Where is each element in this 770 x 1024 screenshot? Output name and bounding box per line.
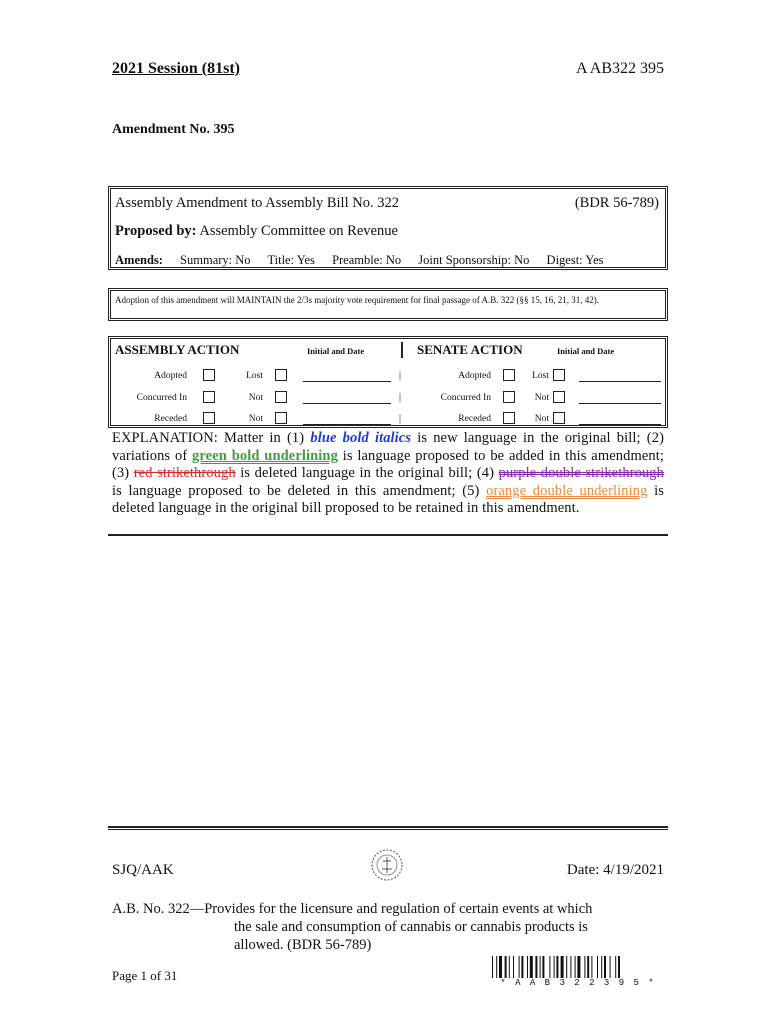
explanation-text: is deleted language in the original bill proposed to be retained in this amendment. bbox=[112, 482, 664, 516]
assembly-receded-checkbox[interactable] bbox=[203, 412, 215, 424]
session-title: 2021 Session (81st) bbox=[112, 60, 241, 77]
page-number: Page 1 of 31 bbox=[112, 968, 178, 983]
action-box bbox=[108, 336, 668, 428]
orange-double-underline-sample: orange double underlining bbox=[486, 482, 648, 499]
barcode-icon bbox=[492, 956, 664, 978]
explanation-text: is language proposed to be deleted in this amendment; (5) bbox=[112, 482, 487, 499]
state-seal-icon bbox=[370, 848, 404, 882]
red-strikethrough-sample: red strikethrough bbox=[133, 465, 236, 481]
senate-not-receded-checkbox[interactable] bbox=[553, 412, 565, 424]
assembly-not-concurred-label: Not bbox=[248, 393, 263, 403]
explanation-text: EXPLANATION: Matter in (1) bbox=[112, 430, 311, 446]
vote-requirement-note: Adoption of this amendment will MAINTAIN the 2/3s majority vote requirement for final passage of A.B. 322 (§§ 15, 16, 21, 31, 42). bbox=[108, 288, 668, 321]
explanation-text: is new language in the original bill; (2) variations of bbox=[112, 430, 664, 464]
senate-adopted-checkbox[interactable] bbox=[503, 369, 515, 381]
amends-title: Title: Yes bbox=[267, 253, 315, 267]
amends-joint-sponsorship: Joint Sponsorship: No bbox=[418, 253, 530, 267]
senate-concurred-label: Concurred In bbox=[440, 393, 491, 403]
explanation-paragraph bbox=[112, 430, 664, 518]
senate-not-concurred-label: Not bbox=[534, 393, 549, 403]
assembly-not-receded-label: Not bbox=[248, 414, 263, 424]
assembly-not-concurred-checkbox[interactable] bbox=[275, 391, 287, 403]
senate-not-receded-label: Not bbox=[534, 414, 549, 424]
senate-initial-line-1[interactable] bbox=[579, 381, 661, 382]
senate-not-concurred-checkbox[interactable] bbox=[553, 391, 565, 403]
explanation-text: is language proposed to be added in this amendment; (3) bbox=[112, 447, 664, 481]
assembly-concurred-label: Concurred In bbox=[136, 393, 187, 403]
amends-preamble: Preamble: No bbox=[332, 253, 402, 267]
separator: | bbox=[399, 370, 402, 381]
amendment-date: Date: 4/19/2021 bbox=[566, 862, 664, 878]
assembly-concurred-checkbox[interactable] bbox=[203, 391, 215, 403]
amends-summary: Summary: No bbox=[180, 253, 251, 267]
footer-rule bbox=[108, 826, 668, 830]
digest-line: A.B. No. 322—Provides for the licensure and regulation of certain events at which bbox=[112, 901, 593, 917]
proposed-by-label: Proposed by: bbox=[115, 223, 197, 239]
assembly-receded-label: Receded bbox=[154, 414, 187, 424]
assembly-lost-label: Lost bbox=[246, 371, 263, 381]
amendment-summary-box bbox=[108, 186, 668, 270]
digest-line: allowed. (BDR 56-789) bbox=[234, 937, 372, 953]
green-underline-sample: green bold underlining bbox=[192, 447, 338, 464]
senate-receded-checkbox[interactable] bbox=[503, 412, 515, 424]
senate-initial-date-header: Initial and Date bbox=[557, 346, 615, 356]
amends-digest: Digest: Yes bbox=[546, 253, 604, 267]
drafter-initials: SJQ/AAK bbox=[112, 862, 174, 878]
action-divider bbox=[401, 342, 403, 358]
assembly-not-receded-checkbox[interactable] bbox=[275, 412, 287, 424]
assembly-adopted-checkbox[interactable] bbox=[203, 369, 215, 381]
assembly-initial-line-2[interactable] bbox=[303, 403, 391, 404]
senate-adopted-label: Adopted bbox=[458, 371, 491, 381]
assembly-initial-line-3[interactable] bbox=[303, 424, 391, 425]
senate-action-title: SENATE ACTION bbox=[417, 342, 523, 357]
senate-receded-label: Receded bbox=[458, 414, 491, 424]
amendment-title: Assembly Amendment to Assembly Bill No. 322 bbox=[115, 195, 399, 211]
assembly-initial-date-header: Initial and Date bbox=[307, 346, 365, 356]
proposed-by-value: Assembly Committee on Revenue bbox=[199, 223, 398, 239]
separator: | bbox=[399, 413, 402, 424]
bdr-number: (BDR 56-789) bbox=[574, 195, 659, 211]
explanation-text: is deleted language in the original bill; (4) bbox=[235, 465, 499, 481]
assembly-action-title: ASSEMBLY ACTION bbox=[115, 342, 240, 357]
digest-line: the sale and consumption of cannabis or cannabis products is bbox=[234, 919, 588, 935]
blue-bold-italics-sample: blue bold italics bbox=[310, 430, 412, 446]
separator: | bbox=[399, 392, 402, 403]
purple-double-strikethrough-sample: purple double strikethrough bbox=[498, 465, 665, 481]
senate-lost-checkbox[interactable] bbox=[553, 369, 565, 381]
amends-label: Amends: bbox=[115, 253, 163, 267]
senate-lost-label: Lost bbox=[532, 371, 549, 381]
senate-concurred-checkbox[interactable] bbox=[503, 391, 515, 403]
assembly-initial-line-1[interactable] bbox=[303, 381, 391, 382]
senate-initial-line-2[interactable] bbox=[579, 403, 661, 404]
amendment-number: Amendment No. 395 bbox=[112, 122, 235, 137]
explanation-rule bbox=[108, 534, 668, 536]
assembly-lost-checkbox[interactable] bbox=[275, 369, 287, 381]
barcode-text: * A A B 3 2 2 3 9 5 * bbox=[500, 978, 656, 988]
bill-digest bbox=[112, 900, 668, 954]
bill-reference: A AB322 395 bbox=[575, 60, 664, 77]
assembly-adopted-label: Adopted bbox=[154, 371, 187, 381]
senate-initial-line-3[interactable] bbox=[579, 424, 661, 425]
